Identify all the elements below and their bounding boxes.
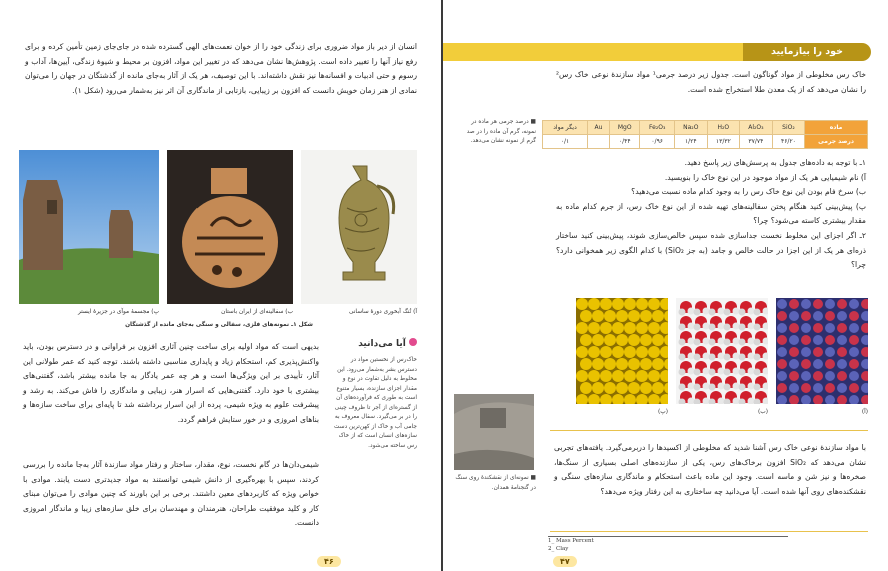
photo-ganjnameh: [454, 394, 534, 470]
table-col: SiO₂: [772, 121, 804, 135]
ionic-lattice-icon: [776, 298, 868, 404]
rock-carving-icon: [454, 394, 534, 470]
page-number-left: ۴۶: [317, 556, 341, 567]
table-col: Fe₂O₃: [640, 121, 674, 135]
model-label-a: (آ): [861, 409, 868, 415]
table-header-row: [543, 121, 868, 135]
pottery-icon: [167, 150, 293, 304]
table-col: دیگر مواد: [543, 121, 588, 135]
molecular-model-icon: [676, 298, 768, 404]
intro-text: خاک رس مخلوطی از مواد گوناگون است. جدول زیر درصد جرمی¹ مواد سازندهٔ نوعی خاک رس² را نشان می‌دهد که از یک معدن طلا استخراج شده است.: [556, 70, 866, 94]
header-title: خود را بیازمایید: [743, 43, 871, 61]
table-cell: ۱/۲۴: [674, 135, 707, 149]
table-col: MgO: [609, 121, 640, 135]
photo-caption: ■ نمونه‌ای از نقشکندهٔ روی سنگ در گنجنامهٔ همدان.: [455, 475, 536, 491]
model-c: [576, 298, 668, 404]
side-note: ■ درصد جرمی هر ماده در نمونه، گرم آن ماده را در صد گرم از نمونه نشان می‌دهد.: [466, 119, 536, 144]
table-col: Al₂O₃: [739, 121, 772, 135]
photo-ancient-pottery: [167, 150, 293, 304]
page-number-right: ۴۷: [553, 556, 577, 567]
composition-table: [542, 120, 868, 149]
table-cell: ۳۷/۷۴: [739, 135, 772, 149]
note-box: [550, 430, 868, 532]
header-bar: [443, 43, 743, 61]
did-you-know-label: آیا می‌دانید: [358, 339, 406, 349]
left-page: [0, 0, 441, 571]
sasanian-jug-icon: [301, 150, 417, 304]
model-label-b: (ب): [758, 409, 768, 415]
table-col: H₂O: [707, 121, 739, 135]
table-cell: ۴۶/۲۰: [772, 135, 804, 149]
moai-icon: [19, 150, 159, 304]
model-label-c: (پ): [658, 409, 668, 415]
questions: ۱ـ با توجه به داده‌های جدول به پرسش‌های زیر پاسخ دهید. آ) نام شیمیایی هر یک از مواد موجود در این نوع خاک را بنویسید. ب) سرخ فام بودن این نوع خاک رس را به وجود کدام ماده نسبت می‌دهید؟ پ) پیش‌بینی کنید هنگام پختن سفالینه‌های تهیه شده از این نوع خاک رس، از جرم کدام ماده به مقدار بیشتری کاسته می‌شود؟ چرا؟ ۲ـ اگر اجزای این مخلوط نخست جداسازی شده سپس خالص‌سازی شوند، پیش‌بینی کنید ساختار ذره‌ای هر یک از این اجزا در حالت خالص و جامد (به جز SiO₂) با کدام الگوی زیر همخوانی دارد؟ چرا؟: [556, 158, 866, 270]
note-paragraph: با مواد سازندهٔ نوعی خاک رس آشنا شدید که مخلوطی از اکسیدها را دربرمی‌گیرد. یافته‌های تجربی نشان می‌دهد که SiO₂ افزون برخاک‌های رس، یکی از سازنده‌های اصلی بسیاری از سنگ‌ها، صخره‌ها و نیز شن و ماسه است. وجود این ماده باعث استحکام و ماندگاری سازه‌های سنگی و نقشکنده‌های روی آنها شده است. آیا می‌دانید چه ساختاری به این رفتار ویژه می‌دهد؟: [554, 443, 866, 496]
photo-sasanian-jug: [301, 150, 417, 304]
footnote-2: 2_ Clay: [548, 546, 569, 552]
body-paragraph-2: شیمی‌دان‌ها در گام نخست، نوع، مقدار، ساختار و رفتار مواد سازندهٔ آثار به‌جا مانده را بررسی کردند، سپس با بهره‌گیری از دانش شیمی توانستند به مواد جدیدتری دست یابند. موادی با خواص ویژه که کاربردهای معین داشتند. برخی بر این باورند که چنین موادی را می‌توان مبنای کار و کلید موفقیت طراحان، هنرمندان و مهندسان برای خلق سازه‌های زیبا و ماندگار امروزی دانست.: [23, 460, 319, 528]
table-value-row: [543, 135, 868, 149]
table-cell: ۰/۱: [543, 135, 588, 149]
photo-moai-statues: [19, 150, 159, 304]
metallic-lattice-icon: [576, 298, 668, 404]
did-you-know-title: [331, 338, 417, 349]
table-cell: ۰/۴۴: [609, 135, 640, 149]
table-col: Au: [588, 121, 610, 135]
table-cell: ۰/۹۶: [640, 135, 674, 149]
figure-caption: شکل ۱ـ نمونه‌های فلزی، سفالی و سنگی به‌جای مانده از گذشتگان: [125, 322, 313, 328]
caption-b: ب) سفالینه‌ای از ایران باستان: [221, 309, 293, 315]
table-cell: [588, 135, 610, 149]
body-paragraph-1: بدیهی است که مواد اولیه برای ساخت چنین آثاری افزون بر فراوانی و در دسترس بودن، باید واکنش‌پذیری کم، استحکام زیاد و پایداری مناسبی داشته باشند. توجه کنید که عمر طولانی این آثار، تأییدی بر این ویژگی‌ها است و هر چه عمر یادگار به جا مانده بیشتر باشد، گفتنی‌های بیشتری با خود دارد. گفتنی‌هایی که اسرار هنر، زیبایی و ماندگاری را فاش می‌کند. به رشد و پیشرفت علوم به ویژه شیمی، پرده از این اسرار برداشته شد تا پایه‌ای برای ساخت سازه‌ها و بناهای امروزی و در خور ستایش فراهم گردد.: [23, 342, 319, 424]
caption-a: آ) تُنگ آبخوری دورهٔ ساسانی: [348, 309, 417, 315]
right-page: [443, 0, 888, 571]
table-col: Na₂O: [674, 121, 707, 135]
model-a: [776, 298, 868, 404]
did-you-know-text: خاک‌رس از نخستین مواد در دسترس بشر به‌شمار می‌رود. این مخلوط به دلیل تفاوت در نوع و مقدار اجزای سازنده، بسیار متنوع است به طوری که فرآورده‌های آن از گستره‌ای از آجر تا ظروف چینی را در بر می‌گیرد. سفال معروف به جامی آب و خاک از کهن‌ترین دست سازه‌های انسان است که از خاک رس ساخته می‌شود.: [334, 357, 417, 449]
table-row-label: درصد جرمی: [805, 135, 868, 149]
table-header-label: ماده: [805, 121, 868, 135]
table-cell: ۱۳/۳۲: [707, 135, 739, 149]
model-b: [676, 298, 768, 404]
intro-paragraph: انسان از دیر باز مواد ضروری برای زندگی خود را از خوان نعمت‌های الهی گسترده شده در جای‌جای زمین تأمین کرده و برای رفع نیاز آنها را تغییر داده است. پژوهش‌ها نشان می‌دهد که در تغییر این مواد، افزون بر محیط و شیوهٔ زندگی، آیین‌ها، آداب و رسوم و حتی ادبیات و افسانه‌ها نیز نقش داشته‌اند. با این توصیف، هر یک از آثار به‌جای مانده از گذشتگان در جهان را می‌توان نمادی از هنر زمان خویش دانست که افزون بر زیبایی، بازتابی از ماندگاری آن اثر نیز به‌شمار می‌رود (شکل ۱).: [25, 42, 417, 95]
footnote-1: 1_ Mass Percent: [548, 538, 594, 544]
pink-flower-icon: [409, 338, 417, 346]
footnotes: [548, 536, 788, 553]
caption-c: پ) مجسمهٔ موآی در جزیرهٔ ایستر: [77, 309, 159, 315]
